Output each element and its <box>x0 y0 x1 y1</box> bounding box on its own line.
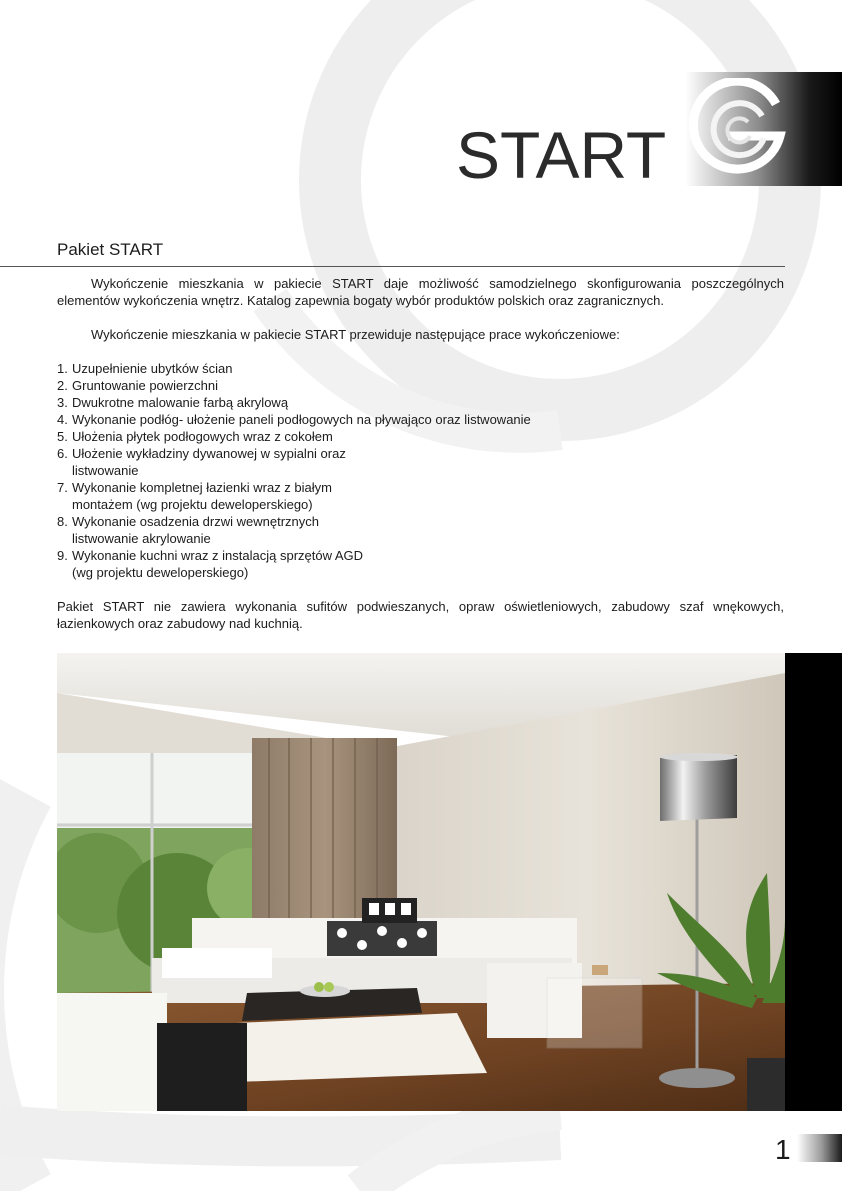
list-item-line: listwowanie akrylowanie <box>72 531 211 546</box>
list-item-line: listwowanie <box>72 463 139 478</box>
list-item-line: Wykonanie osadzenia drzwi wewnętrznych <box>72 514 319 529</box>
list-item-line: (wg projektu deweloperskiego) <box>72 565 249 580</box>
list-number: 8. <box>57 514 68 529</box>
closing-paragraph: Pakiet START nie zawiera wykonania sufitów podwieszanych, opraw oświetleniowych, zabudowy szaf wnękowych, łazienkowych oraz zabudowy nad kuchnią. <box>57 599 784 631</box>
list-item-text <box>72 445 346 479</box>
section-divider <box>0 266 785 267</box>
list-item <box>57 445 784 479</box>
list-item-line: Wykonanie kompletnej łazienki wraz z białym <box>72 480 332 495</box>
list-item-line: montażem (wg projektu deweloperskiego) <box>72 497 313 512</box>
list-item-text <box>72 547 363 581</box>
intro-paragraph: Wykończenie mieszkania w pakiecie START daje możliwość samodzielnego skonfigurowania poszczególnych elementów wykończenia wnętrz. Katalog zapewnia bogaty wybór produktów polskich oraz zagranicznych. <box>57 276 784 308</box>
list-item-text: Wykonanie podłóg- ułożenie paneli podłogowych na pływająco oraz listwowanie <box>72 412 531 427</box>
living-room-photo <box>57 653 785 1111</box>
list-number: 6. <box>57 446 68 461</box>
section-heading: Pakiet START <box>57 240 164 259</box>
list-number: 2. <box>57 378 68 393</box>
list-item <box>57 360 784 377</box>
list-item <box>57 428 784 445</box>
list-number: 5. <box>57 429 68 444</box>
circular-s-logo-icon <box>688 78 788 178</box>
list-item-text: Dwukrotne malowanie farbą akrylową <box>72 395 289 410</box>
list-item-text <box>72 479 332 513</box>
page-number: 1 <box>775 1134 791 1165</box>
list-item <box>57 547 784 581</box>
list-item-line: Ułożenie wykładziny dywanowej w sypialni oraz <box>72 446 346 461</box>
list-item-text: Gruntowanie powierzchni <box>72 378 218 393</box>
list-item-text: Ułożenia płytek podłogowych wraz z cokołem <box>72 429 333 444</box>
footer-gradient <box>797 1134 842 1162</box>
page-title: START <box>456 118 667 192</box>
list-item <box>57 411 784 428</box>
list-item <box>57 513 784 547</box>
works-list <box>57 360 784 581</box>
living-room-illustration <box>57 653 785 1111</box>
list-number: 9. <box>57 548 68 563</box>
list-number: 1. <box>57 361 68 376</box>
list-number: 7. <box>57 480 68 495</box>
side-black-bar <box>785 653 842 1111</box>
list-item <box>57 377 784 394</box>
list-item-text <box>72 513 319 547</box>
content-body <box>57 275 784 632</box>
list-item-text: Uzupełnienie ubytków ścian <box>72 361 233 376</box>
list-item-line: Wykonanie kuchni wraz z instalacją sprzętów AGD <box>72 548 364 563</box>
list-item <box>57 479 784 513</box>
list-number: 3. <box>57 395 68 410</box>
scope-paragraph: Wykończenie mieszkania w pakiecie START przewiduje następujące prace wykończeniowe: <box>91 327 620 342</box>
list-item <box>57 394 784 411</box>
list-number: 4. <box>57 412 68 427</box>
